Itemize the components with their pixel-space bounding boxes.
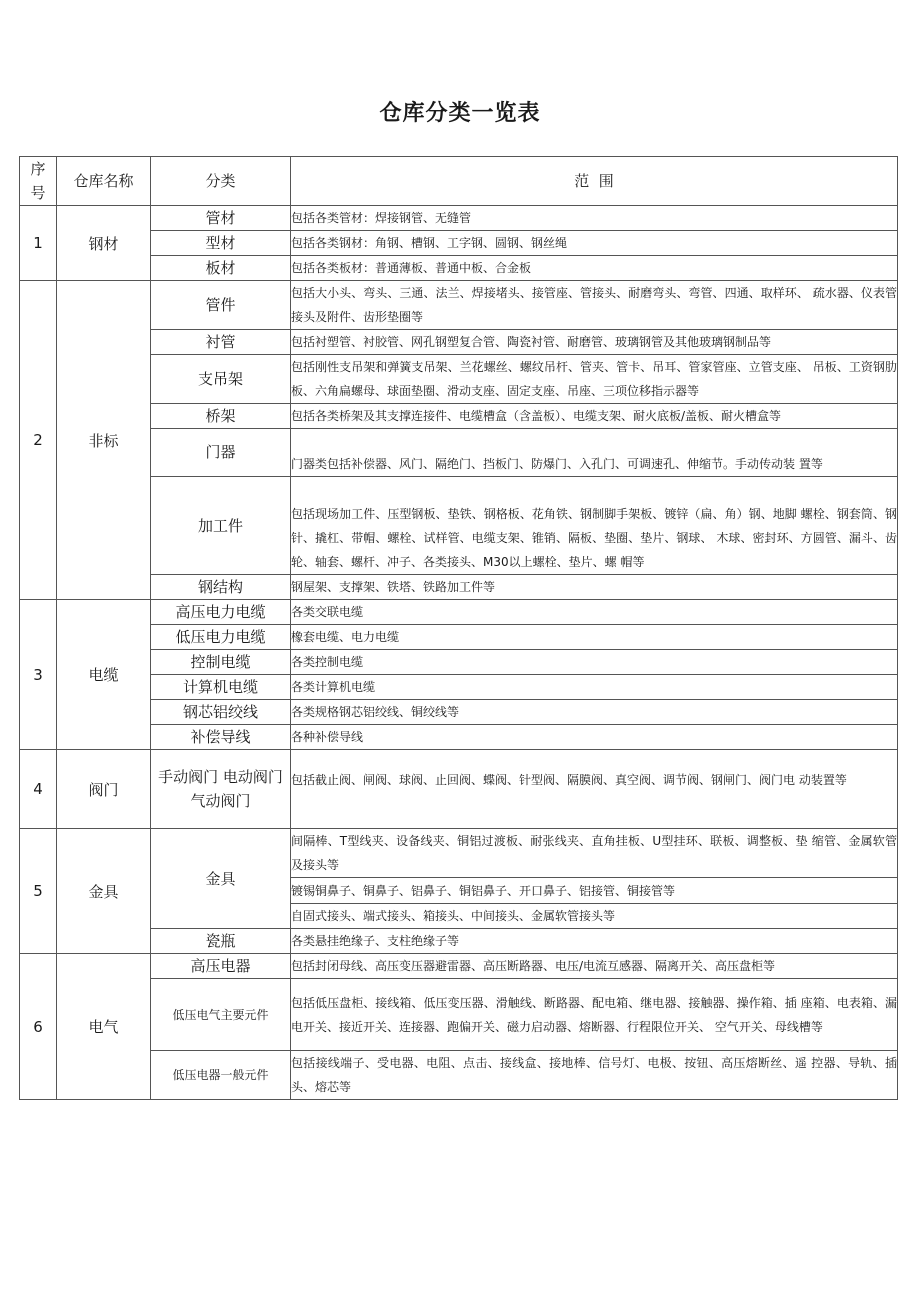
- scope-cell: 各类交联电缆: [291, 600, 898, 625]
- scope-cell: 包括现场加工件、压型钢板、垫铁、钢格板、花角铁、钢制脚手架板、镀锌（扁、角）钢、地脚 螺栓、钢套筒、钢针、撬杠、带帽、螺栓、试样管、电缆支架、锥销、隔板、垫圈、垫片、钢球、 木球、密封环、方圆管、漏斗、齿轮、轴套、螺杆、冲子、各类接头、M30以上螺栓、垫片、螺 帽等: [291, 477, 898, 575]
- seq-cell: 4: [20, 750, 57, 829]
- table-row: [20, 330, 898, 355]
- scope-cell: 各类悬挂绝缘子、支柱绝缘子等: [291, 929, 898, 954]
- scope-cell: 包括各类钢材：角钢、槽钢、工字钢、圆钢、钢丝绳: [291, 231, 898, 256]
- scope-cell: 包括刚性支吊架和弹簧支吊架、兰花螺丝、螺纹吊杆、管夹、管卡、吊耳、管家管座、立管支座、 吊板、工资钢肋板、六角扁螺母、球面垫圈、滑动支座、固定支座、吊座、三项位移指示器等: [291, 355, 898, 404]
- category-cell: 低压电气主要元件: [151, 979, 291, 1051]
- warehouse-name: 非标: [57, 281, 151, 600]
- category-cell: 桥架: [151, 404, 291, 429]
- table-row: [20, 929, 898, 954]
- category-cell: 补偿导线: [151, 725, 291, 750]
- warehouse-name: 电气: [57, 954, 151, 1100]
- category-cell: 型材: [151, 231, 291, 256]
- seq-cell: 5: [20, 829, 57, 954]
- table-row: [20, 829, 898, 878]
- table-row: [20, 281, 898, 330]
- table-row: [20, 231, 898, 256]
- category-cell: 钢芯铝绞线: [151, 700, 291, 725]
- seq-cell: 1: [20, 206, 57, 281]
- warehouse-classification-table: [19, 156, 898, 1100]
- scope-cell: 自固式接头、端式接头、箱接头、中间接头、金属软管接头等: [291, 904, 898, 929]
- seq-cell: 3: [20, 600, 57, 750]
- scope-cell: 包括各类桥架及其支撑连接件、电缆槽盒（含盖板）、电缆支架、耐火底板/盖板、耐火槽盒等: [291, 404, 898, 429]
- page-title: 仓库分类一览表: [379, 101, 541, 126]
- scope-cell: 包括大小头、弯头、三通、法兰、焊接堵头、接管座、管接头、耐磨弯头、弯管、四通、取样环、 疏水器、仪表管接头及附件、齿形垫圈等: [291, 281, 898, 330]
- category-cell: 低压电器一般元件: [151, 1051, 291, 1100]
- header-scope: 范 围: [291, 157, 898, 206]
- table-row: [20, 206, 898, 231]
- scope-cell: 橡套电缆、电力电缆: [291, 625, 898, 650]
- category-cell: 高压电力电缆: [151, 600, 291, 625]
- warehouse-name: 阀门: [57, 750, 151, 829]
- category-cell: 计算机电缆: [151, 675, 291, 700]
- scope-cell: 包括截止阀、闸阀、球阀、止回阀、蝶阀、针型阀、隔膜阀、真空阀、调节阀、钢闸门、阀门电 动装置等: [291, 750, 898, 829]
- category-cell: 高压电器: [151, 954, 291, 979]
- scope-cell: 包括低压盘柜、接线箱、低压变压器、滑触线、断路器、配电箱、继电器、接触器、操作箱、插 座箱、电表箱、漏电开关、接近开关、连接器、跑偏开关、磁力启动器、熔断器、行程限位开关、 空气开关、母线槽等: [291, 979, 898, 1051]
- scope-cell: 各类计算机电缆: [291, 675, 898, 700]
- category-cell: 手动阀门 电动阀门 气动阀门: [151, 750, 291, 829]
- table-row: [20, 954, 898, 979]
- header-seq: 序 号: [20, 157, 57, 206]
- scope-cell: 各种补偿导线: [291, 725, 898, 750]
- header-warehouse: 仓库名称: [57, 157, 151, 206]
- seq-cell: 2: [20, 281, 57, 600]
- category-cell: 管件: [151, 281, 291, 330]
- table-row: [20, 750, 898, 829]
- category-cell: 板材: [151, 256, 291, 281]
- scope-cell: 包括衬塑管、衬胶管、网孔钢塑复合管、陶瓷衬管、耐磨管、玻璃钢管及其他玻璃钢制品等: [291, 330, 898, 355]
- scope-cell: 包括各类板材：普通薄板、普通中板、合金板: [291, 256, 898, 281]
- warehouse-name: 金具: [57, 829, 151, 954]
- scope-cell: 包括封闭母线、高压变压器避雷器、高压断路器、电压/电流互感器、隔离开关、高压盘柜等: [291, 954, 898, 979]
- table-row: [20, 725, 898, 750]
- table-row: [20, 1051, 898, 1100]
- warehouse-name: 钢材: [57, 206, 151, 281]
- header-row: [20, 157, 898, 206]
- seq-cell: 6: [20, 954, 57, 1100]
- category-cell: 衬管: [151, 330, 291, 355]
- category-cell: 金具: [151, 829, 291, 929]
- table-row: [20, 429, 898, 477]
- scope-cell: 包括各类管材：焊接钢管、无缝管: [291, 206, 898, 231]
- scope-cell: 门器类包括补偿器、风门、隔绝门、挡板门、防爆门、入孔门、可调速孔、伸缩节。手动传动装 置等: [291, 429, 898, 477]
- scope-cell: 间隔棒、T型线夹、设备线夹、铜铝过渡板、耐张线夹、直角挂板、U型挂环、联板、调整板、垫 缩管、金属软管及接头等: [291, 829, 898, 878]
- category-cell: 低压电力电缆: [151, 625, 291, 650]
- category-cell: 管材: [151, 206, 291, 231]
- category-cell: 门器: [151, 429, 291, 477]
- category-cell: 加工件: [151, 477, 291, 575]
- category-cell: 控制电缆: [151, 650, 291, 675]
- scope-cell: 钢屋架、支撑架、铁塔、铁路加工件等: [291, 575, 898, 600]
- table-row: [20, 256, 898, 281]
- table-row: [20, 355, 898, 404]
- table-row: [20, 600, 898, 625]
- table-row: [20, 675, 898, 700]
- warehouse-name: 电缆: [57, 600, 151, 750]
- table-row: [20, 575, 898, 600]
- category-cell: 瓷瓶: [151, 929, 291, 954]
- table-row: [20, 650, 898, 675]
- table-row: [20, 477, 898, 575]
- scope-cell: 各类规格钢芯铝绞线、铜绞线等: [291, 700, 898, 725]
- header-category: 分类: [151, 157, 291, 206]
- scope-cell: 包括接线端子、受电器、电阻、点击、接线盒、接地棒、信号灯、电极、按钮、高压熔断丝、遥 控器、导轨、插头、熔芯等: [291, 1051, 898, 1100]
- table-row: [20, 979, 898, 1051]
- table-row: [20, 404, 898, 429]
- scope-cell: 各类控制电缆: [291, 650, 898, 675]
- scope-cell: 镀锡铜鼻子、铜鼻子、铝鼻子、铜铝鼻子、开口鼻子、铝接管、铜接管等: [291, 878, 898, 904]
- category-cell: 钢结构: [151, 575, 291, 600]
- category-cell: 支吊架: [151, 355, 291, 404]
- table-row: [20, 625, 898, 650]
- table-row: [20, 700, 898, 725]
